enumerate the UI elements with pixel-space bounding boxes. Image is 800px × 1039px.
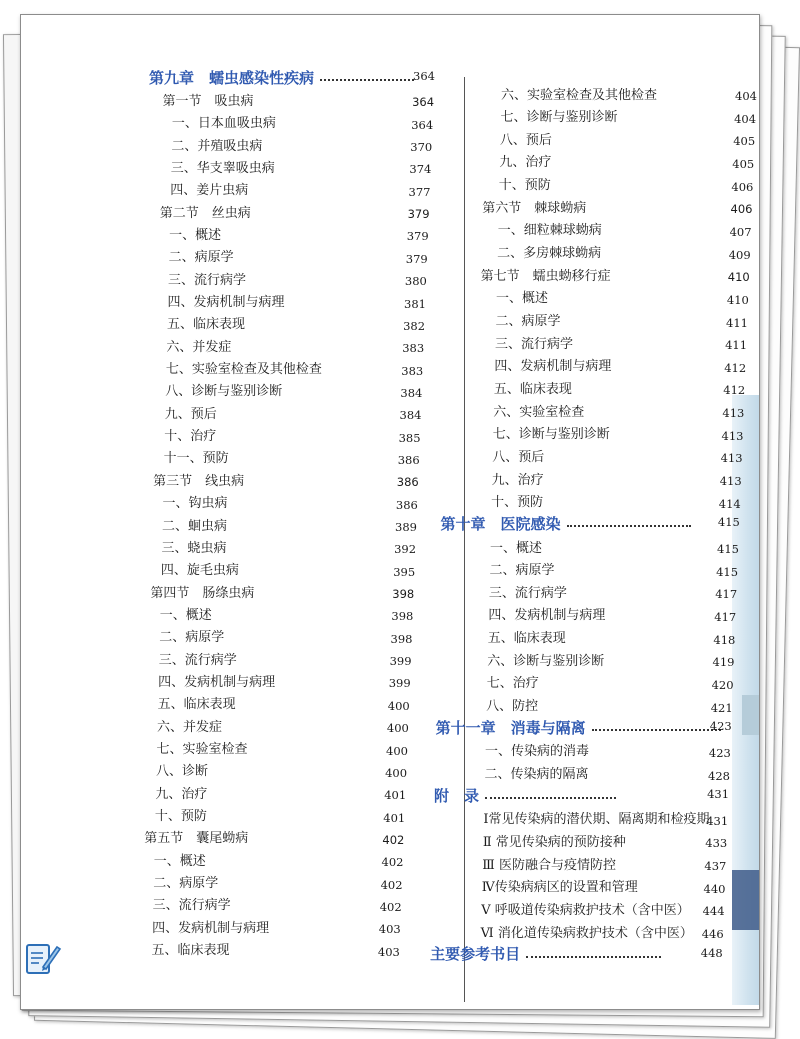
page-number: 381 xyxy=(404,296,426,311)
entry-title: 八、预后 xyxy=(499,132,552,148)
toc-entry[interactable] xyxy=(168,268,453,288)
entry-title: 八、防控 xyxy=(486,699,539,715)
page-number: 379 xyxy=(405,251,428,266)
page-number: 417 xyxy=(715,587,738,602)
toc-entry[interactable] xyxy=(492,445,760,465)
entry-title: 四、发病机制与病理 xyxy=(158,674,276,690)
entry-title: 九、治疗 xyxy=(491,472,544,488)
entry-title: 第九章 蠕虫感染性疾病 xyxy=(149,68,315,87)
page-number: 403 xyxy=(378,922,401,937)
page-number: 412 xyxy=(724,360,747,375)
entry-title: 附 录 xyxy=(433,786,479,805)
toc-entry[interactable] xyxy=(485,763,761,783)
entry-title: 一、概述 xyxy=(169,227,222,243)
entry-title: 一、概述 xyxy=(490,540,543,556)
toc-entry[interactable] xyxy=(481,921,760,941)
entry-title: Ⅲ 医防融合与疫情防控 xyxy=(482,857,616,873)
page-number: 385 xyxy=(398,430,421,445)
toc-entry[interactable] xyxy=(164,425,453,445)
toc-entry[interactable] xyxy=(159,648,453,668)
toc-entry[interactable] xyxy=(496,310,761,330)
entry-title: 五、临床表现 xyxy=(151,943,230,959)
page-number: 402 xyxy=(381,855,404,870)
page-number: 433 xyxy=(705,836,728,851)
entry-title: 五、临床表现 xyxy=(157,697,236,713)
toc-entry[interactable] xyxy=(153,894,453,914)
toc-entry[interactable] xyxy=(494,355,760,375)
page-number: 410 xyxy=(726,292,749,307)
toc-entry[interactable] xyxy=(497,242,760,262)
toc-chapter[interactable] xyxy=(434,785,760,805)
toc-entry[interactable] xyxy=(171,156,453,176)
entry-title: 三、蛲虫病 xyxy=(161,540,227,556)
toc-entry[interactable] xyxy=(170,179,453,199)
dot-leader xyxy=(526,956,661,958)
page-number: 379 xyxy=(407,207,430,222)
entry-title: 四、发病机制与病理 xyxy=(488,608,606,624)
toc-chapter[interactable] xyxy=(430,944,760,964)
toc-entry[interactable] xyxy=(159,626,453,646)
entry-title: 九、治疗 xyxy=(155,786,208,802)
entry-title: 二、病原学 xyxy=(159,630,225,646)
page-number: 384 xyxy=(400,385,423,400)
toc-entry[interactable] xyxy=(171,134,453,154)
entry-title: 一、概述 xyxy=(153,853,206,869)
toc-entry[interactable] xyxy=(495,332,760,352)
entry-title: 第一节 吸虫病 xyxy=(162,93,254,109)
toc-entry[interactable] xyxy=(160,603,453,623)
page-number: 399 xyxy=(389,654,412,669)
entry-title: 第二节 丝虫病 xyxy=(159,205,251,221)
entry-title: 第十章 医院感染 xyxy=(440,514,561,533)
toc-entry[interactable] xyxy=(490,536,760,556)
toc-entry[interactable] xyxy=(500,128,760,148)
entry-title: 第五节 囊尾蚴病 xyxy=(144,831,249,847)
entry-title: 七、诊断与鉴别诊断 xyxy=(492,427,610,443)
entry-title: 一、日本血吸虫病 xyxy=(171,116,276,132)
entry-title: 九、预后 xyxy=(164,406,217,422)
page-number: 399 xyxy=(388,676,411,691)
entry-title: 二、病原学 xyxy=(489,563,555,579)
page-number: 411 xyxy=(726,315,748,330)
entry-title: Ⅱ 常见传染病的预防接种 xyxy=(482,834,626,850)
page-number: 389 xyxy=(395,520,417,534)
page-number: 383 xyxy=(402,341,425,356)
entry-title: 十、预防 xyxy=(491,495,544,511)
toc-entry[interactable] xyxy=(156,760,453,780)
toc-entry[interactable] xyxy=(494,377,760,397)
entry-title: 一、概述 xyxy=(496,291,549,307)
page-number: 364 xyxy=(412,95,435,110)
page-number: 377 xyxy=(408,184,431,199)
entry-title: 十、治疗 xyxy=(164,429,217,445)
page-number: 415 xyxy=(717,542,739,556)
toc-entry[interactable] xyxy=(499,174,760,194)
page-number: 400 xyxy=(387,698,410,713)
toc-chapter[interactable] xyxy=(436,717,760,737)
entry-title: 六、实验室检查 xyxy=(493,404,585,420)
page-number: 386 xyxy=(396,475,419,490)
toc-entry[interactable] xyxy=(489,559,760,579)
entry-title: 四、旋毛虫病 xyxy=(160,563,239,579)
entry-title: 六、实验室检查及其他检查 xyxy=(501,87,658,103)
page-number: 400 xyxy=(386,743,408,758)
page-number: 370 xyxy=(410,140,433,155)
toc-entry[interactable] xyxy=(500,106,760,126)
page-number: 413 xyxy=(722,406,745,421)
toc-entry[interactable] xyxy=(158,693,453,713)
entry-title: 第四节 肠绦虫病 xyxy=(150,585,255,601)
page-number: 379 xyxy=(406,229,429,244)
entry-title: 一、钩虫病 xyxy=(162,496,228,512)
page-number: 437 xyxy=(704,859,727,874)
page-number: 386 xyxy=(395,497,418,512)
toc-entry[interactable] xyxy=(487,672,760,692)
toc-entry[interactable] xyxy=(168,291,454,311)
entry-title: 八、诊断与鉴别诊断 xyxy=(165,384,283,400)
page-number: 415 xyxy=(716,564,739,579)
page-number: 364 xyxy=(413,69,435,83)
toc-entry[interactable] xyxy=(485,740,760,760)
toc-entry[interactable] xyxy=(482,853,760,873)
toc-entry[interactable] xyxy=(157,738,454,758)
page-number: 411 xyxy=(725,338,748,353)
dot-leader xyxy=(592,729,721,731)
page-number: 404 xyxy=(734,111,757,126)
page-number: 374 xyxy=(409,162,432,177)
entry-title: 七、治疗 xyxy=(486,676,539,692)
entry-title: 第三节 线虫病 xyxy=(153,473,245,489)
page-number: 446 xyxy=(701,927,724,942)
page-number: 419 xyxy=(712,655,735,670)
toc-entry[interactable] xyxy=(493,400,760,420)
page-number: 414 xyxy=(718,496,741,511)
toc-entry[interactable] xyxy=(169,223,453,243)
entry-title: Ⅴ 呼吸道传染病救护技术（含中医） xyxy=(481,902,690,918)
toc-entry[interactable] xyxy=(487,649,760,669)
entry-title: 四、发病机制与病理 xyxy=(167,295,285,310)
toc-section[interactable] xyxy=(150,581,453,601)
entry-title: 三、流行病学 xyxy=(494,336,573,352)
toc-entry[interactable] xyxy=(155,805,453,825)
entry-title: 一、概述 xyxy=(159,607,212,623)
page-number: 440 xyxy=(703,881,726,896)
dot-leader xyxy=(567,525,691,527)
page-number: 413 xyxy=(720,451,743,466)
toc-entry[interactable] xyxy=(166,358,453,378)
entry-title: 第十一章 消毒与隔离 xyxy=(435,718,586,737)
entry-title: 一、细粒棘球蚴病 xyxy=(497,223,602,239)
toc-entry[interactable] xyxy=(165,402,453,422)
entry-title: 七、诊断与鉴别诊断 xyxy=(500,110,618,126)
toc-entry[interactable] xyxy=(165,380,453,400)
page-number: 423 xyxy=(709,719,732,734)
page-number: 431 xyxy=(707,787,730,802)
toc-entry[interactable] xyxy=(161,559,453,579)
page-number: 405 xyxy=(732,156,755,171)
notebook-pencil-icon xyxy=(21,937,63,979)
page-number: 403 xyxy=(377,944,400,959)
entry-title: 二、并殖吸虫病 xyxy=(171,138,263,154)
toc-entry[interactable] xyxy=(161,536,453,556)
entry-title: 二、病原学 xyxy=(153,876,219,892)
page-number: 423 xyxy=(708,745,731,760)
entry-title: 四、发病机制与病理 xyxy=(494,359,612,375)
toc-entry[interactable] xyxy=(167,313,453,333)
page-number: 407 xyxy=(729,224,752,239)
page-number: 384 xyxy=(399,408,422,423)
page-number: 398 xyxy=(390,631,413,646)
toc-section[interactable] xyxy=(481,264,760,284)
entry-title: 第七节 蠕虫蚴移行症 xyxy=(480,268,611,284)
toc-entry[interactable] xyxy=(496,287,760,307)
entry-title: 第六节 棘球蚴病 xyxy=(482,200,587,216)
toc-entry[interactable] xyxy=(154,849,453,869)
page-number: 413 xyxy=(721,428,744,443)
page-number: 431 xyxy=(706,813,729,828)
page-number: 421 xyxy=(710,700,733,715)
toc-entry[interactable] xyxy=(488,604,760,624)
page-number: 448 xyxy=(700,945,723,960)
page-number: 413 xyxy=(719,474,742,489)
toc-page xyxy=(20,14,760,1010)
entry-title: 三、华支睾吸虫病 xyxy=(170,160,275,176)
page-number: 398 xyxy=(392,587,415,602)
entry-title: 二、病原学 xyxy=(168,250,234,266)
toc-section[interactable] xyxy=(162,89,453,109)
page-number: 420 xyxy=(711,677,734,692)
toc-entry[interactable] xyxy=(489,581,760,601)
entry-title: 十一、预防 xyxy=(163,451,229,467)
entry-title: 六、诊断与鉴别诊断 xyxy=(487,653,605,669)
toc-entry[interactable] xyxy=(492,468,760,488)
page-number: 415 xyxy=(717,515,740,530)
page-number: 402 xyxy=(379,899,402,914)
dot-leader xyxy=(485,797,616,799)
toc-section[interactable] xyxy=(482,196,760,216)
toc-section[interactable] xyxy=(160,201,453,221)
toc-entry[interactable] xyxy=(499,151,760,171)
page-number: 405 xyxy=(733,134,756,149)
toc-entry[interactable] xyxy=(158,670,453,690)
entry-title: 三、流行病学 xyxy=(488,585,567,601)
toc-entry[interactable] xyxy=(152,916,453,936)
toc-entry[interactable] xyxy=(169,246,453,266)
toc-entry[interactable] xyxy=(483,830,760,850)
toc-entry[interactable] xyxy=(155,782,453,802)
toc-entry[interactable] xyxy=(162,514,453,534)
entry-title: 五、临床表现 xyxy=(487,631,566,647)
toc-entry[interactable] xyxy=(486,695,760,715)
toc-chapter[interactable] xyxy=(149,67,453,87)
toc-entry[interactable] xyxy=(493,423,760,443)
page-number: 383 xyxy=(401,363,424,378)
entry-title: 六、并发症 xyxy=(166,339,232,355)
page-number: 412 xyxy=(723,383,746,398)
entry-title: 三、流行病学 xyxy=(152,898,231,914)
entry-title: 六、并发症 xyxy=(157,719,223,735)
page-number: 409 xyxy=(728,247,751,262)
page-number: 400 xyxy=(385,765,408,780)
entry-title: Ⅰ常见传染病的潜伏期、隔离期和检疫期 xyxy=(483,812,710,828)
page-number: 417 xyxy=(714,609,737,624)
page-number: 364 xyxy=(411,117,434,132)
page-number: 400 xyxy=(386,721,409,736)
toc-entry[interactable] xyxy=(157,715,453,735)
page-number: 401 xyxy=(383,810,406,825)
toc-entry[interactable] xyxy=(488,627,760,647)
page-number: 380 xyxy=(404,274,427,289)
page-number: 404 xyxy=(735,89,757,103)
entry-title: 四、发病机制与病理 xyxy=(152,920,270,936)
entry-title: 一、传染病的消毒 xyxy=(485,744,590,760)
page-number: 428 xyxy=(708,768,730,783)
entry-title: 二、多房棘球蚴病 xyxy=(497,246,602,262)
entry-title: 四、姜片虫病 xyxy=(170,183,249,199)
page-number: 444 xyxy=(702,904,725,919)
entry-title: 八、预后 xyxy=(492,449,545,465)
entry-title: 二、传染病的隔离 xyxy=(484,767,589,782)
toc-entry[interactable] xyxy=(482,876,760,896)
toc-entry[interactable] xyxy=(498,219,760,239)
page-number: 386 xyxy=(397,452,420,467)
toc-entry[interactable] xyxy=(481,898,760,918)
page-number: 406 xyxy=(730,202,753,217)
entry-title: 三、流行病学 xyxy=(158,652,237,668)
page-number: 402 xyxy=(382,832,405,847)
entry-title: 十、预防 xyxy=(154,809,207,825)
page-number: 382 xyxy=(403,318,426,333)
table-of-contents xyxy=(21,15,759,1009)
entry-title: 二、蛔虫病 xyxy=(162,518,228,534)
entry-title: 七、实验室检查及其他检查 xyxy=(165,362,322,378)
toc-entry[interactable] xyxy=(166,335,453,355)
page-number: 398 xyxy=(391,609,414,624)
entry-title: 三、流行病学 xyxy=(168,272,247,288)
toc-chapter[interactable] xyxy=(441,513,760,533)
toc-entry[interactable] xyxy=(163,492,453,512)
toc-entry[interactable] xyxy=(164,447,453,467)
entry-title: 九、治疗 xyxy=(499,155,552,171)
toc-entry[interactable] xyxy=(152,939,453,959)
toc-section[interactable] xyxy=(144,827,453,847)
page-number: 410 xyxy=(727,270,750,285)
toc-entry[interactable] xyxy=(501,83,760,103)
entry-title: Ⅳ传染病病区的设置和管理 xyxy=(481,880,638,896)
page-number: 402 xyxy=(380,877,403,892)
dot-leader xyxy=(320,79,414,81)
toc-entry[interactable] xyxy=(153,872,453,892)
entry-title: 五、临床表现 xyxy=(166,317,245,333)
page-number: 392 xyxy=(394,542,417,557)
toc-entry[interactable] xyxy=(172,112,453,132)
page-number: 418 xyxy=(713,632,736,647)
page-number: 395 xyxy=(393,564,416,579)
page-number: 406 xyxy=(731,179,754,194)
toc-entry[interactable] xyxy=(483,808,760,828)
entry-title: 八、诊断 xyxy=(155,764,208,780)
entry-title: 十、预防 xyxy=(498,178,551,194)
entry-title: 五、临床表现 xyxy=(493,381,572,397)
toc-entry[interactable] xyxy=(491,491,760,511)
entry-title: 二、病原学 xyxy=(495,314,561,329)
page-number: 401 xyxy=(384,788,407,803)
entry-title: Ⅵ 消化道传染病救护技术（含中医） xyxy=(480,925,693,941)
toc-section[interactable] xyxy=(153,469,453,489)
entry-title: 主要参考书目 xyxy=(430,945,521,964)
entry-title: 七、实验室检查 xyxy=(156,742,248,757)
